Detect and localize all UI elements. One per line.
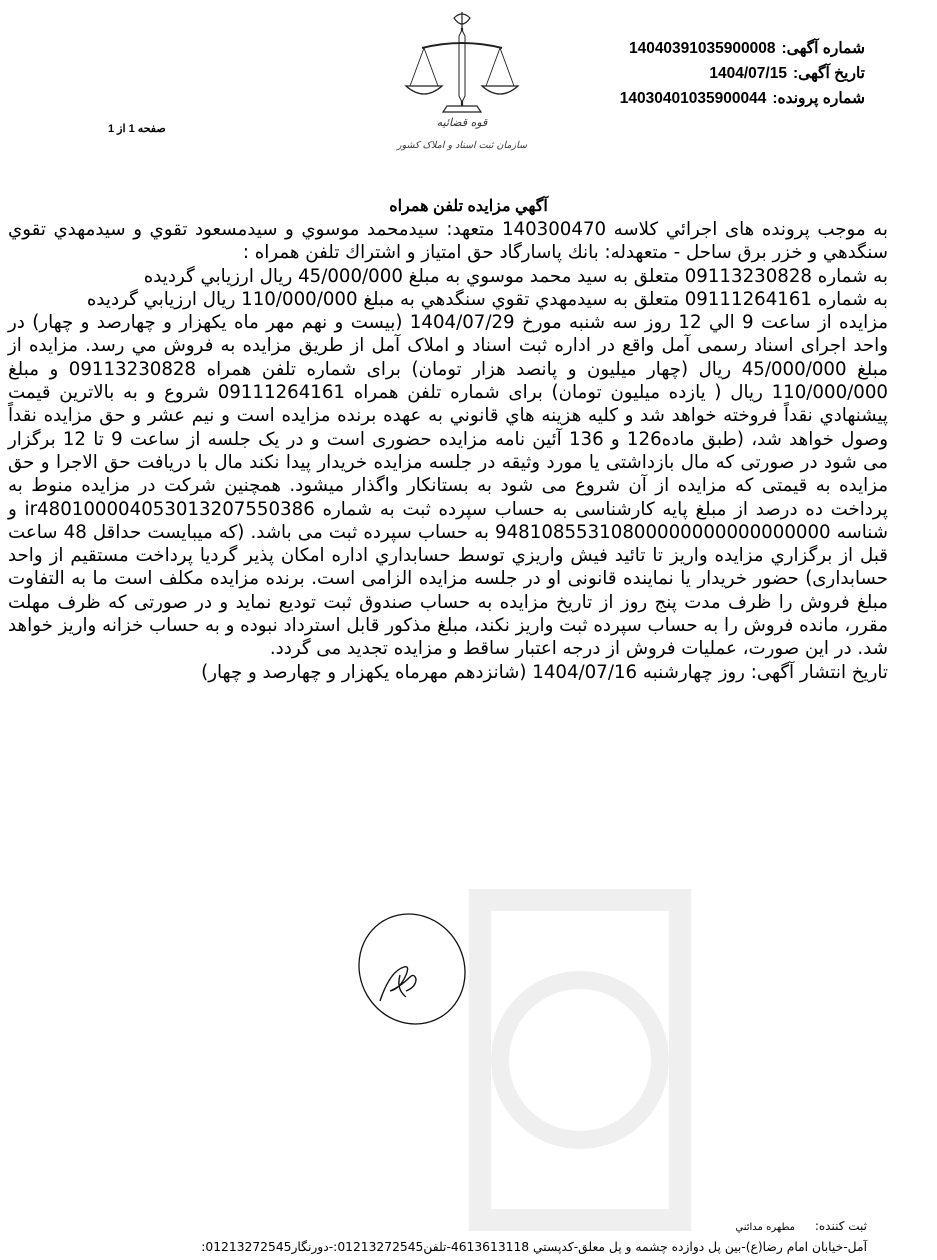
- ad-header-info: [565, 36, 865, 111]
- ad-number-value: 14040391035900008: [628, 40, 776, 57]
- page-title: آگهي مزايده تلفن همراه: [389, 198, 548, 215]
- notice-paragraph: مزايده از ساعت 9 الي 12 روز سه شنبه مورخ 1404/07/29 (بيست و نهم مهر ماه يكهزار و چهارصد و چهار) در واحد اجرای اسناد رسمی آمل واقع در اداره ثبت اسناد و املاک آمل از طریق مزایده به فروش مي رسد. مزایده از مبلغ 45/000/000 ریال (چهار میلیون و پانصد هزار تومان) برای شماره تلفن همراه 09113230828 و مبلغ 110/000/000 ریال ( یازده میلیون تومان) برای شماره تلفن همراه 09111264161 شروع و به بالاترين قيمت پيشنهادي نقداً فروخته خواهد شد و كليه هزينه هاي قانوني به عهده برنده مزایده است و نیم عشر و حق مزایده نقداً وصول خواهد شد، (طبق ماده126 و 136 آئین نامه مزایده حضوری است و در یک جلسه از ساعت 9 تا 12 برگزار می شود در صورتی که مال بازداشتی یا مورد وثیقه در جلسه مزایده خریدار پیدا نکند مال با دریافت حق الاجرا و حق مزایده به قیمتی که مزایده از آن شروع می شود به بستانکار واگذار میشود. همچنین شرکت در مزایده منوط به پرداخت ده درصد از مبلغ پایه کارشناسی به حساب سپرده ثبت به شماره ir480100004053013207550386 و شناسه 94810855310800000000000000000 به حساب سپرده ثبت می باشد. (که میبایست حداقل 48 ساعت قبل از برگزاري مزايده واريز تا تائید فيش واريزي توسط حسابداري اداره امكان پذير گرديا پرداخت مستقیم از واحد حسابداری) حضور خریدار یا نماینده قانونی او در جلسه مزایده الزامی است. برنده مزایده مکلف است ما به التفاوت مبلغ فروش را ظرف مدت پنج روز از تاریخ مزایده به حساب صندوق ثبت تودیع نماید و در صورتی که ظرف مهلت مقرر، مانده فروش را به حساب سپرده ثبت واریز نکند، مبلغ مذکور قابل استرداد نبوده و به حساب خزانه واریز خواهد شد. در این صورت، عملیات فروش از درجه اعتبار ساقط و مزایده تجدید می گردد.: [8, 312, 889, 660]
- judiciary-emblem-icon: [392, 8, 532, 158]
- registrar-line: [735, 1219, 867, 1233]
- signature-icon: [340, 905, 480, 1035]
- case-number-value: 14030401035900044: [619, 90, 767, 107]
- ad-date-value: 1404/07/15: [709, 65, 787, 82]
- emblem-caption-2: سازمان ثبت اسناد و املاک کشور: [397, 140, 527, 151]
- case-number-row: [565, 86, 865, 111]
- registrar-name: مطهره مدائني: [735, 1222, 796, 1233]
- notice-paragraph: به موجب پرونده های اجرائي كلاسه 140300470 متعهد: سيدمحمد موسوي و سيدمسعود تقوي و سيدمهدي تقوي سنگدهي و خزر برق ساحل - متعهدله: بانك پاسارگاد حق امتياز و اشتراك تلفن همراه :: [8, 219, 888, 264]
- ad-date-label: تاریخ آگهی:: [792, 65, 865, 82]
- notice-body: [8, 218, 888, 684]
- ad-number-row: [565, 36, 865, 61]
- ad-date-row: [565, 61, 865, 86]
- office-address: آمل-خيابان امام رضا(ع)-بين پل دوازده چشمه و پل معلق-كدپستي 4613613118-تلفن01213272545:-دورنگار01213272545:: [201, 1240, 867, 1254]
- case-number-label: شماره پرونده:: [772, 90, 865, 107]
- notice-paragraph: به شماره 09113230828 متعلق به سيد محمد موسوي به مبلغ 45/000/000 ريال ارزيابي گرديده: [143, 265, 888, 287]
- registrar-label: ثبت كننده:: [814, 1219, 867, 1233]
- notice-paragraph: تاريخ انتشار آگهی: روز چهارشنبه 1404/07/16 (شانزدهم مهرماه يكهزار و چهارصد و چهار): [201, 661, 888, 683]
- ad-number-label: شماره آگهی:: [781, 40, 865, 57]
- notice-paragraph: به شماره 09111264161 متعلق به سيدمهدي تقوي سنگدهي به مبلغ 110/000/000 ريال ارزيابي گرديده: [86, 288, 888, 310]
- watermark-seal-icon: [440, 880, 720, 1240]
- page-number: صفحه 1 از 1: [108, 123, 166, 135]
- emblem-caption-1: قوه قضائیه: [436, 116, 488, 129]
